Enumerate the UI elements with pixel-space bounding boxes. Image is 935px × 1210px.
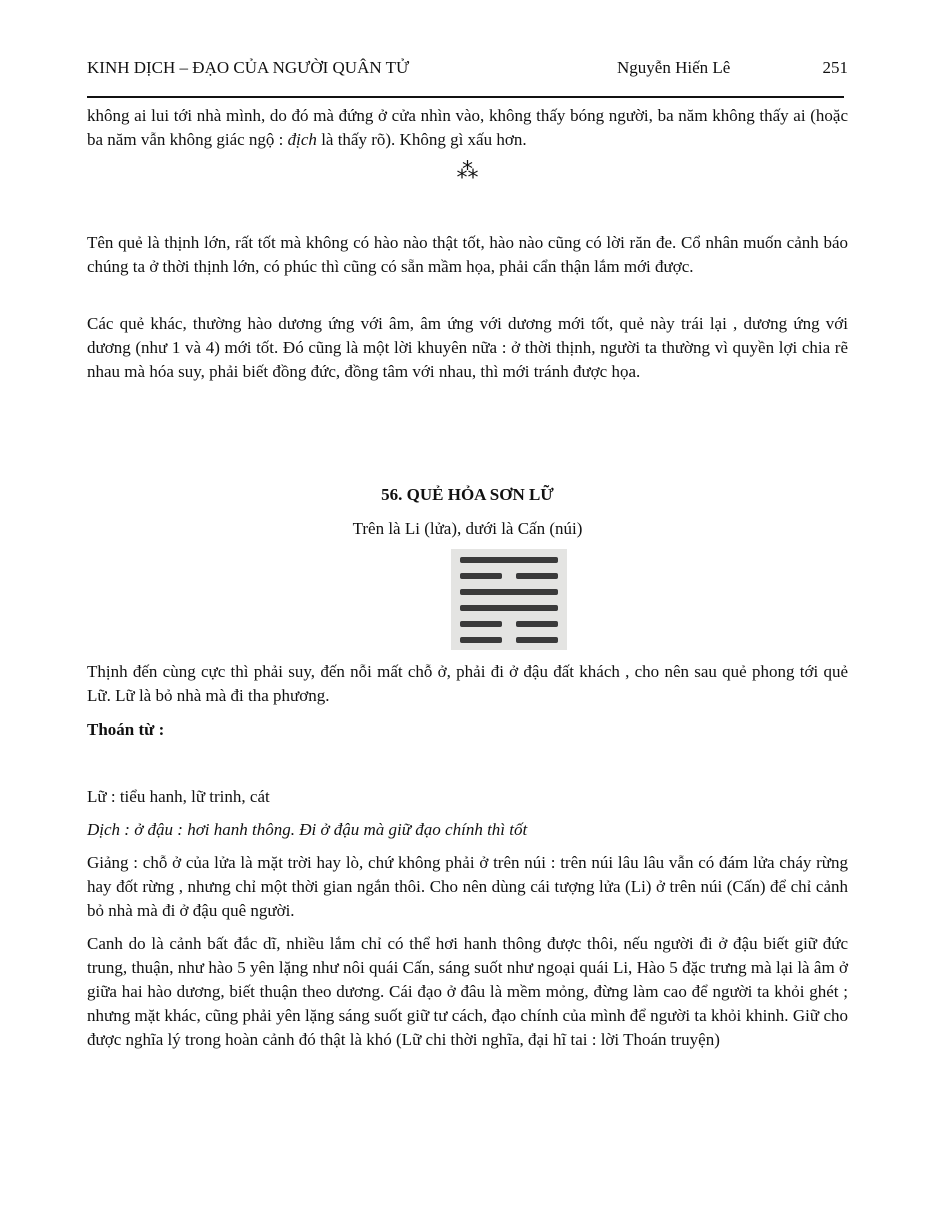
hexagram-yang-line [460, 557, 558, 563]
hexagram-yang-line [460, 589, 558, 595]
running-header [87, 58, 848, 80]
thoan-tu-paragraph [87, 785, 848, 809]
thoan-tu-label: Thoán từ : [87, 720, 165, 739]
section-separator [87, 160, 848, 182]
commentary-text: Tên quẻ là thịnh lớn, rất tốt mà không có hào nào thật tốt, hào nào cũng có lời răn đe. Cổ nhân muốn cảnh báo chúng ta ở thời thịnh lớn, có phúc thì cũng có sẵn mầm họa, phải cẩn thận lắm mới được. [87, 233, 848, 276]
continuation-text-before: không ai lui tới nhà mình, do đó mà đứng ở cửa nhìn vào, không thấy bóng người, ba năm không thấy ai (hoặc ba năm vẫn không giác ngộ : [87, 106, 848, 149]
dich-paragraph [87, 818, 848, 842]
continuation-paragraph [87, 104, 848, 152]
header-rule [87, 96, 844, 98]
author-name: Nguyễn Hiến Lê [617, 58, 731, 77]
page-number: 251 [822, 58, 848, 77]
hexagram-yang-line [460, 605, 558, 611]
section-subtitle: Trên là Li (lửa), dưới là Cấn (núi) [352, 519, 583, 538]
hexagram-icon [451, 549, 567, 650]
continuation-italic-word: địch [287, 130, 317, 149]
giang-paragraph [87, 851, 848, 923]
thoan-tu-heading-block [87, 718, 848, 742]
thoan-tu-text: Lữ : tiểu hanh, lữ trinh, cát [87, 787, 270, 806]
commentary-paragraph-2 [87, 312, 848, 384]
canh-do-text: Canh do là cảnh bất đắc dĩ, nhiều lắm chỉ có thể hơi hanh thông được thôi, nếu người đi ở đậu biết giữ đức trung, thuận, như hào 5 yên lặng như nôi quái Cấn, sáng suốt như ngoại quái Li, Hào 5 đặc trưng mà lại là âm ở giữa hai hào dương, biết thuận theo dương. Cái đạo ở đâu là mềm mỏng, đừng làm cao để người ta khỏi ghét ; nhưng mặt khác, cũng phải yên lặng sáng suốt giữ tư cách, đạo chính của mình để người ta khỏi khinh. Giữ cho được nghĩa lý trong hoàn cảnh đó thật là khó (Lữ chi thời nghĩa, đại hĩ tai : lời Thoán truyện) [87, 934, 848, 1049]
canh-do-paragraph [87, 932, 848, 1052]
giang-text: Giảng : chỗ ở của lửa là mặt trời hay lò, chứ không phải ở trên núi : trên núi lâu lâu vẫn có đám lửa cháy rừng hay đốt rừng , nhưng chỉ một thời gian ngắn thôi. Cho nên dùng cái tượng lửa (Li) ở trên núi (Cấn) để chỉ cảnh bỏ nhà mà đi ở đậu quê người. [87, 853, 848, 920]
dich-text: Dịch : ở đậu : hơi hanh thông. Đi ở đậu mà giữ đạo chính thì tốt [87, 820, 528, 839]
hexagram-yin-line-segment [516, 621, 558, 627]
commentary-text: Các quẻ khác, thường hào dương ứng với âm, âm ứng với dương mới tốt, quẻ này trái lại , dương ứng với dương (như 1 và 4) mới tốt. Đó cũng là một lời khuyên nữa : ở thời thịnh, người ta thường vì quyền lợi chia rẽ nhau mà hóa suy, phải biết đồng đức, đồng tâm với nhau, thì mới tránh được họa. [87, 314, 848, 381]
section-subtitle-block [87, 517, 848, 541]
hexagram-yin-line-segment [516, 573, 558, 579]
continuation-text [87, 104, 848, 152]
hexagram-yin-line-segment [460, 637, 502, 643]
hexagram-yin-line-segment [460, 621, 502, 627]
continuation-text-after: là thấy rõ). Không gì xấu hơn. [316, 130, 527, 149]
hexagram-yin-line-segment [516, 637, 558, 643]
hexagram-yin-line-segment [460, 573, 502, 579]
commentary-paragraph-1 [87, 231, 848, 279]
section-heading: 56. QUẺ HỎA SƠN LỮ [381, 485, 554, 504]
intro-paragraph [87, 660, 848, 708]
intro-text: Thịnh đến cùng cực thì phải suy, đến nỗi mất chỗ ở, phải đi ở đậu đất khách , cho nên sau quẻ phong tới quẻ Lữ. Lữ là bỏ nhà mà đi tha phương. [87, 662, 848, 705]
section-heading-block [87, 483, 848, 507]
book-title: KINH DỊCH – ĐẠO CỦA NGƯỜI QUÂN TỬ [87, 58, 410, 77]
asterism-icon: ⁂ [456, 158, 479, 183]
